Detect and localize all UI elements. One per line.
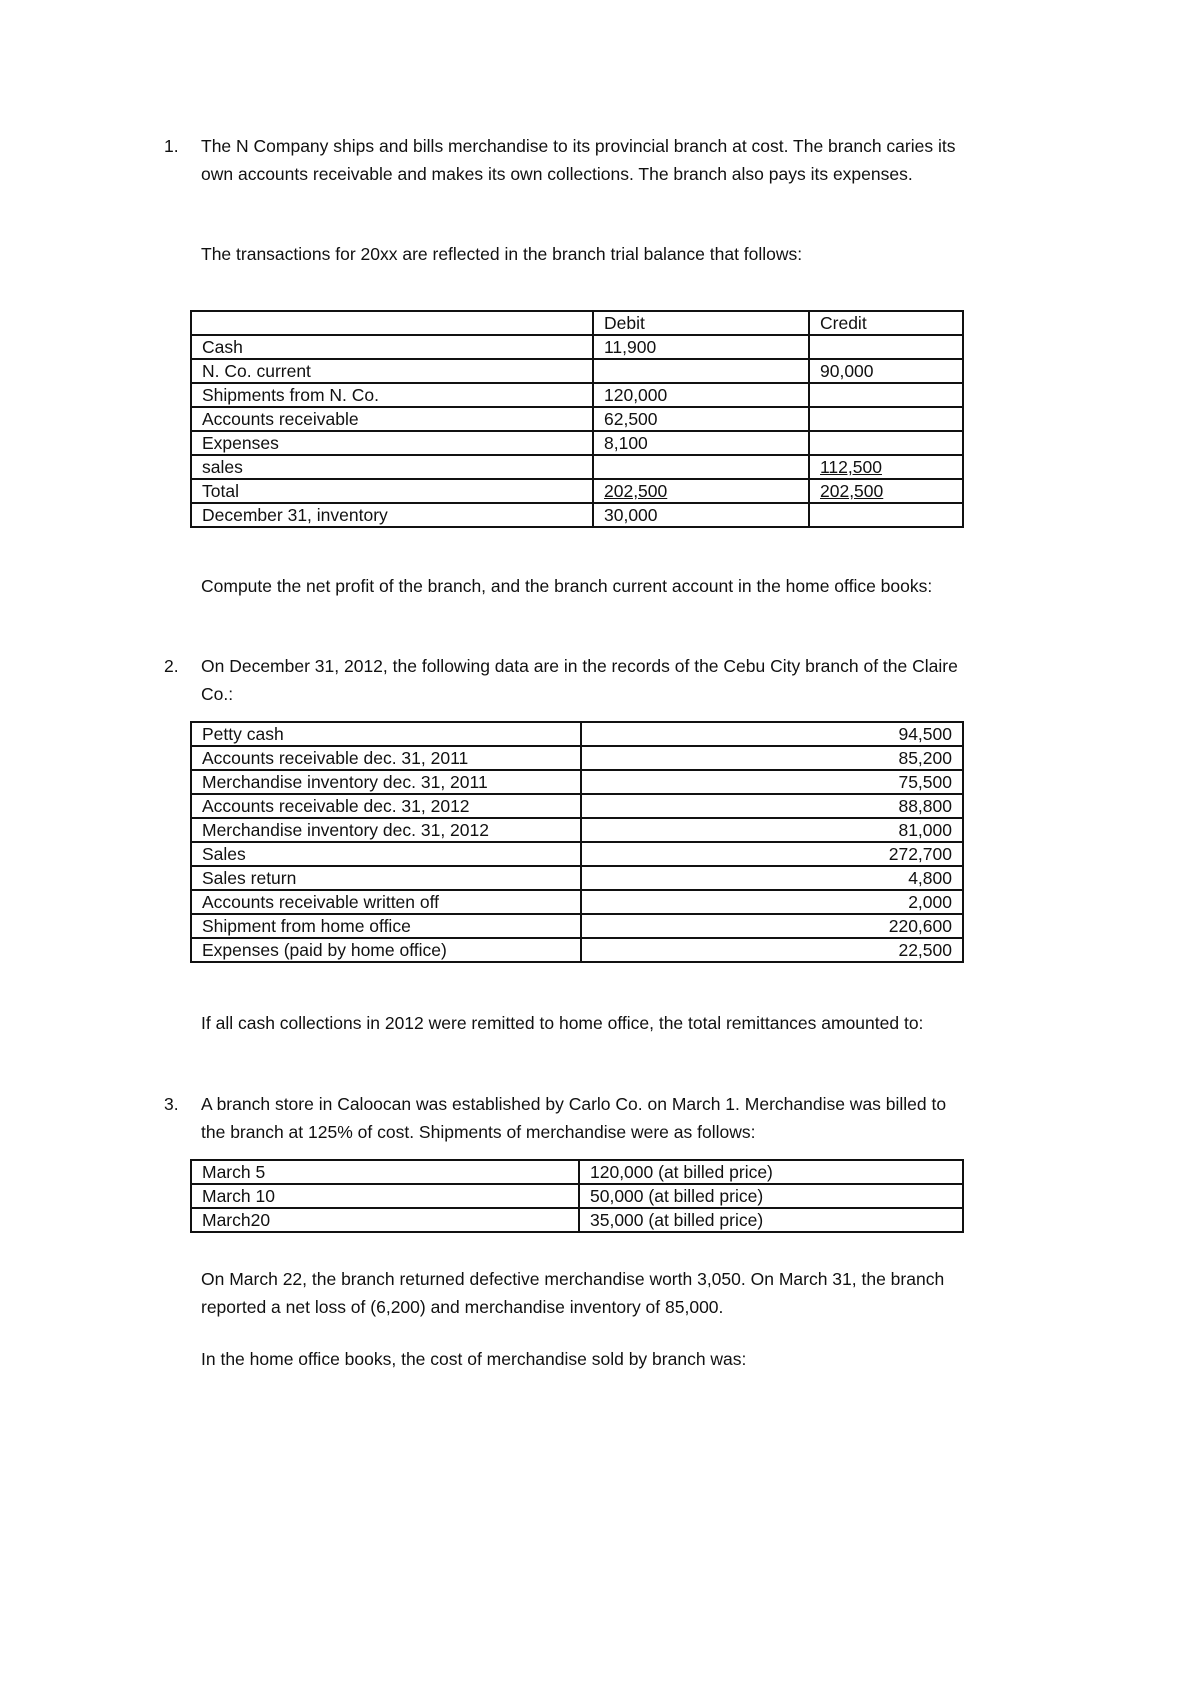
table-cell: Shipment from home office: [191, 914, 581, 938]
underlined-value: 202,500: [820, 481, 884, 501]
table-cell: [809, 479, 963, 503]
table-cell: 30,000: [593, 503, 809, 527]
table-cell: 81,000: [581, 818, 963, 842]
table-cell: Sales: [191, 842, 581, 866]
table-cell: Cash: [191, 335, 593, 359]
table-cell: Accounts receivable written off: [191, 890, 581, 914]
table-cell: Shipments from N. Co.: [191, 383, 593, 407]
table-cell: March 10: [191, 1184, 579, 1208]
branch-records-table: [190, 721, 964, 963]
table-cell: 220,600: [581, 914, 963, 938]
table-row: [191, 335, 963, 359]
q1-number: 1.: [164, 136, 179, 156]
q3-question: In the home office books, the cost of merchandise sold by branch was:: [201, 1349, 747, 1369]
q1-intro: The transactions for 20xx are reflected in the branch trial balance that follows:: [201, 244, 803, 264]
table-row: [191, 311, 963, 335]
table-cell: [593, 359, 809, 383]
table-cell: sales: [191, 455, 593, 479]
table-cell: [809, 503, 963, 527]
table-cell: Merchandise inventory dec. 31, 2011: [191, 770, 581, 794]
table-cell: 22,500: [581, 938, 963, 962]
table-row: [191, 1184, 963, 1208]
table-cell: December 31, inventory: [191, 503, 593, 527]
table-cell: [809, 431, 963, 455]
table-cell: Merchandise inventory dec. 31, 2012: [191, 818, 581, 842]
table-row: [191, 407, 963, 431]
q3-paragraph: On March 22, the branch returned defective merchandise worth 3,050. On March 31, the branch reported a net loss of (6,200) and merchandise inventory of 85,000.: [201, 1269, 945, 1317]
table-cell: 88,800: [581, 794, 963, 818]
table-cell: March 5: [191, 1160, 579, 1184]
table-row: [191, 722, 963, 746]
table-cell: Total: [191, 479, 593, 503]
table-cell: [593, 455, 809, 479]
table-cell: 62,500: [593, 407, 809, 431]
table-cell: 8,100: [593, 431, 809, 455]
table-row: [191, 479, 963, 503]
table-cell: 11,900: [593, 335, 809, 359]
q1-text: [164, 133, 971, 188]
table-row: [191, 794, 963, 818]
table-cell: March20: [191, 1208, 579, 1232]
table-cell: Accounts receivable dec. 31, 2011: [191, 746, 581, 770]
table-cell: 272,700: [581, 842, 963, 866]
q2-text: [164, 653, 971, 708]
underlined-value: 112,500: [820, 457, 882, 477]
table-cell: Petty cash: [191, 722, 581, 746]
underlined-value: 202,500: [604, 481, 668, 501]
q1-question: Compute the net profit of the branch, and the branch current account in the home office books:: [201, 576, 933, 596]
table-cell: 120,000: [593, 383, 809, 407]
table-cell: [809, 335, 963, 359]
table-cell: 94,500: [581, 722, 963, 746]
q3-text: [164, 1091, 971, 1146]
table-cell: Sales return: [191, 866, 581, 890]
q2-question: If all cash collections in 2012 were remitted to home office, the total remittances amounted to:: [201, 1013, 924, 1033]
table-cell: Credit: [809, 311, 963, 335]
table-row: [191, 431, 963, 455]
table-row: [191, 503, 963, 527]
shipments-table: [190, 1159, 964, 1233]
table-cell: 2,000: [581, 890, 963, 914]
table-cell: [593, 479, 809, 503]
q2-number: 2.: [164, 656, 179, 676]
table-row: [191, 770, 963, 794]
table-cell: N. Co. current: [191, 359, 593, 383]
table-cell: Accounts receivable dec. 31, 2012: [191, 794, 581, 818]
table-cell: 35,000 (at billed price): [579, 1208, 963, 1232]
q3-body: A branch store in Caloocan was established by Carlo Co. on March 1. Merchandise was billed to the branch at 125% of cost. Shipments of merchandise were as follows:: [201, 1094, 947, 1142]
table-row: [191, 818, 963, 842]
table-cell: [809, 407, 963, 431]
table-row: [191, 746, 963, 770]
table-cell: [191, 311, 593, 335]
table-row: [191, 1208, 963, 1232]
table-row: [191, 866, 963, 890]
q2-body: On December 31, 2012, the following data are in the records of the Cebu City branch of the Claire Co.:: [201, 656, 958, 704]
table-cell: Debit: [593, 311, 809, 335]
q1-body: The N Company ships and bills merchandise to its provincial branch at cost. The branch caries its own accounts receivable and makes its own collections. The branch also pays its expenses.: [201, 136, 956, 184]
table-cell: 120,000 (at billed price): [579, 1160, 963, 1184]
table-cell: 90,000: [809, 359, 963, 383]
table-row: [191, 914, 963, 938]
table-cell: 85,200: [581, 746, 963, 770]
table-cell: [809, 383, 963, 407]
table-cell: 75,500: [581, 770, 963, 794]
table-row: [191, 890, 963, 914]
table-cell: 50,000 (at billed price): [579, 1184, 963, 1208]
table-cell: Accounts receivable: [191, 407, 593, 431]
table-row: [191, 1160, 963, 1184]
table-cell: 4,800: [581, 866, 963, 890]
table-cell: Expenses: [191, 431, 593, 455]
q3-number: 3.: [164, 1094, 179, 1114]
table-row: [191, 359, 963, 383]
table-row: [191, 938, 963, 962]
table-row: [191, 455, 963, 479]
table-row: [191, 842, 963, 866]
table-row: [191, 383, 963, 407]
table-cell: Expenses (paid by home office): [191, 938, 581, 962]
trial-balance-table: [190, 310, 964, 528]
table-cell: [809, 455, 963, 479]
